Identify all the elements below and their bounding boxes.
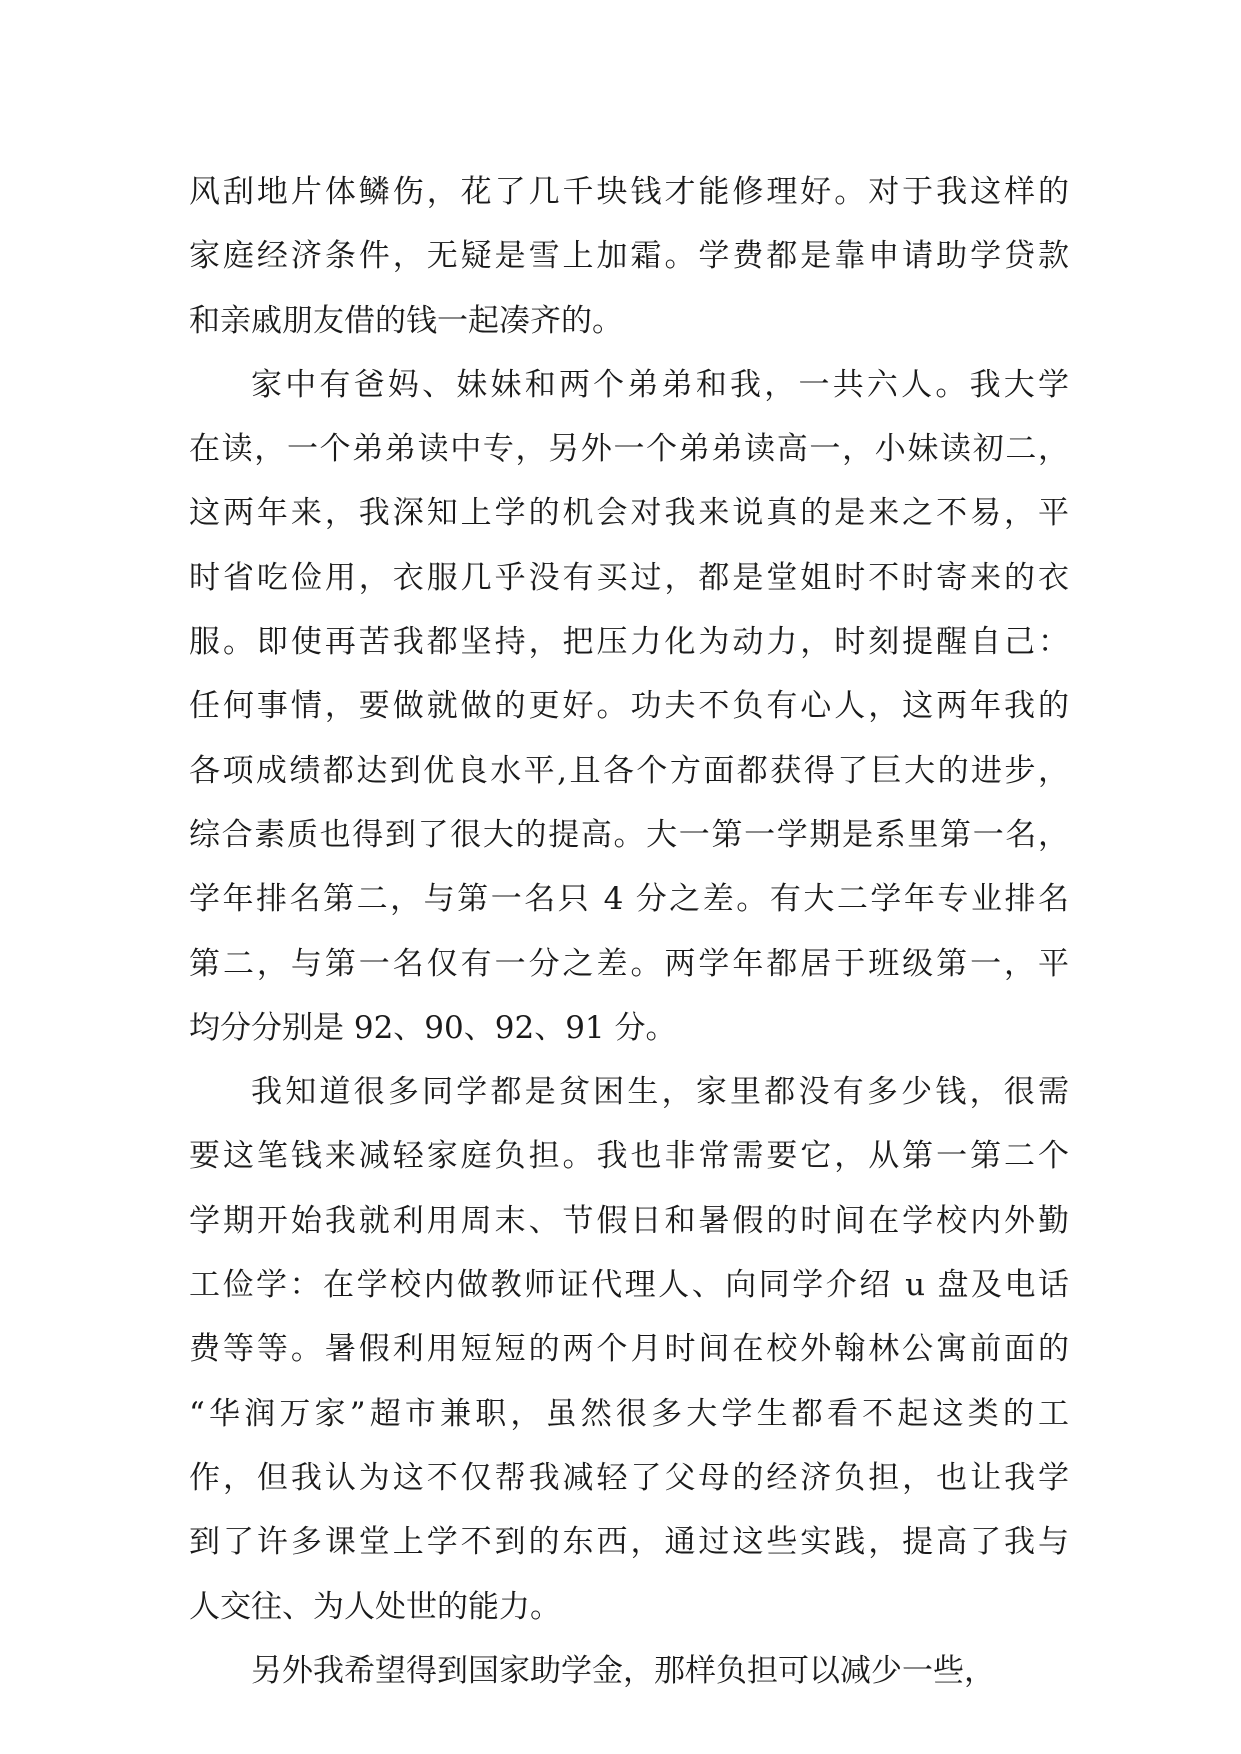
text-line: 学期开始我就利用周末、节假日和暑假的时间在学校内外勤 (189, 1202, 1069, 1239)
text-line: 综合素质也得到了很大的提高。大一第一学期是系里第一名， (189, 816, 1069, 853)
text-line: 各项成绩都达到优良水平,且各个方面都获得了巨大的进步， (189, 752, 1069, 789)
text-line: 工俭学：在学校内做教师证代理人、向同学介绍 u 盘及电话 (189, 1267, 1069, 1304)
text-line: 家庭经济条件，无疑是雪上加霜。学费都是靠申请助学贷款 (189, 238, 1069, 275)
text-line: 这两年来，我深知上学的机会对我来说真的是来之不易，平 (189, 495, 1069, 532)
text-line: 作，但我认为这不仅帮我减轻了父母的经济负担，也让我学 (189, 1459, 1069, 1496)
body-text (189, 160, 1069, 1703)
text-line: 时省吃俭用，衣服几乎没有买过，都是堂姐时不时寄来的衣 (189, 559, 1069, 596)
paragraph (189, 160, 1069, 353)
text-line: 费等等。暑假利用短短的两个月时间在校外翰林公寓前面的 (189, 1331, 1069, 1368)
text-line: 风刮地片体鳞伤，花了几千块钱才能修理好。对于我这样的 (189, 174, 1069, 210)
text-line: 第二，与第一名仅有一分之差。两学年都居于班级第一，平 (189, 945, 1069, 982)
text-line: 和亲戚朋友借的钱一起凑齐的。 (189, 302, 623, 339)
text-line: 另外我希望得到国家助学金，那样负担可以减少一些， (251, 1652, 995, 1689)
paragraph (189, 353, 1069, 1060)
text-line: 学年排名第二，与第一名只 4 分之差。有大二学年专业排名 (189, 881, 1069, 918)
paragraph (189, 1060, 1069, 1639)
text-line: 服。即使再苦我都坚持，把压力化为动力，时刻提醒自己： (189, 624, 1069, 661)
paragraph (189, 1639, 1069, 1703)
text-line: 人交往、为人处世的能力。 (189, 1588, 561, 1625)
text-line: 在读，一个弟弟读中专，另外一个弟弟读高一，小妹读初二， (189, 431, 1069, 468)
text-line: 到了许多课堂上学不到的东西，通过这些实践，提高了我与 (189, 1524, 1069, 1561)
text-line: 要这笔钱来减轻家庭负担。我也非常需要它，从第一第二个 (189, 1138, 1069, 1175)
text-line: 任何事情，要做就做的更好。功夫不负有心人，这两年我的 (189, 688, 1069, 725)
text-line: 我知道很多同学都是贫困生，家里都没有多少钱，很需 (251, 1074, 1069, 1111)
text-line: 均分分别是 92、90、92、91 分。 (189, 1009, 677, 1046)
text-line: “华润万家”超市兼职，虽然很多大学生都看不起这类的工 (189, 1395, 1069, 1432)
text-line: 家中有爸妈、妹妹和两个弟弟和我，一共六人。我大学 (251, 366, 1069, 403)
